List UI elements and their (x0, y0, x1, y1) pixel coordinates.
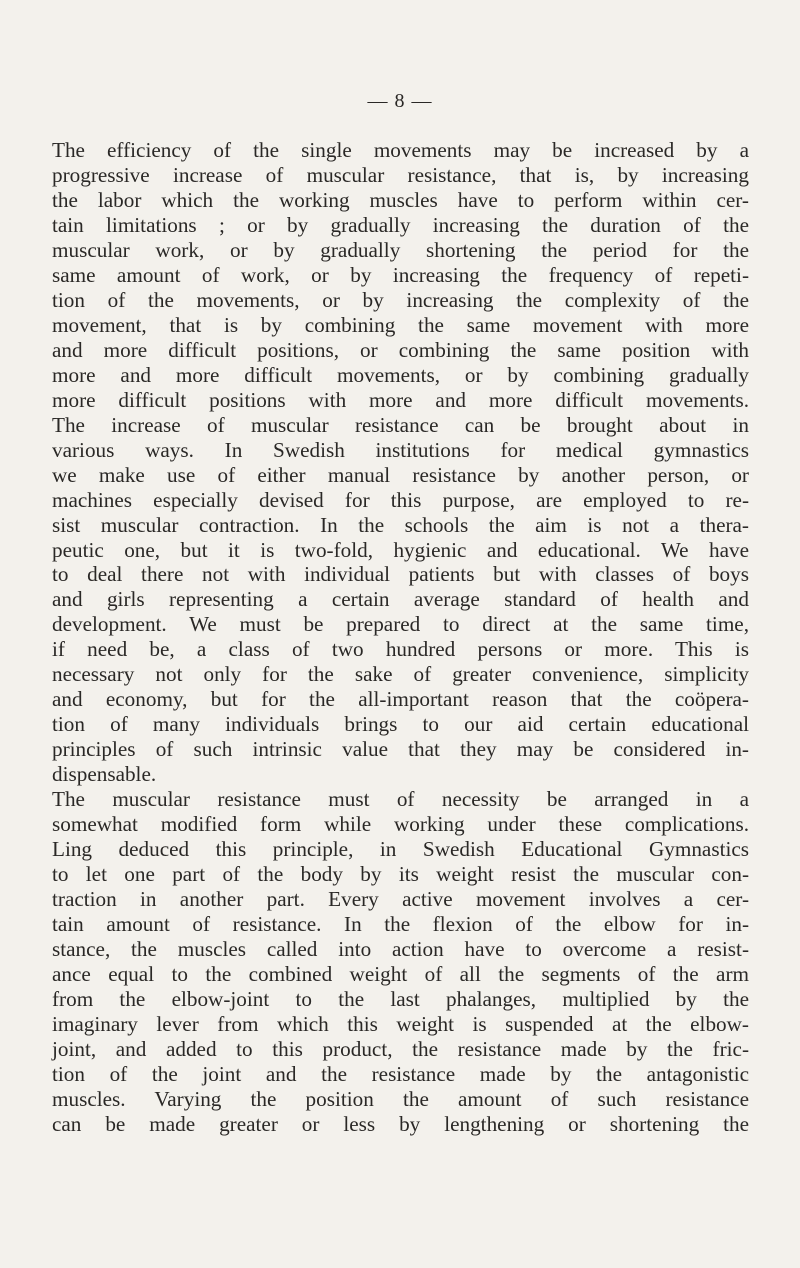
text-line: somewhat modified form while working under these complications. (52, 812, 749, 837)
text-line: tion of the movements, or by increasing the complexity of the (52, 287, 749, 312)
text-line: peutic one, but it is two-fold, hygienic and educational. We have (52, 537, 749, 562)
text-line: movement, that is by combining the same movement with more (52, 312, 749, 337)
text-line: we make use of either manual resistance by another person, or (52, 462, 749, 487)
text-line: from the elbow-joint to the last phalanges, multiplied by the (52, 986, 749, 1011)
page-body (52, 138, 749, 1137)
text-line: various ways. In Swedish institutions for medical gymnastics (52, 437, 749, 462)
page-number: — 8 — (367, 90, 433, 112)
text-line: and economy, but for the all-important reason that the coöpera- (52, 687, 749, 712)
text-line: imaginary lever from which this weight is suspended at the elbow- (52, 1011, 749, 1036)
text-line: The efficiency of the single movements may be increased by a (52, 138, 749, 162)
text-line: tain amount of resistance. In the flexion of the elbow for in- (52, 912, 749, 937)
text-line: The increase of muscular resistance can be brought about in (52, 412, 749, 437)
text-line: tion of the joint and the resistance made by the antagonistic (52, 1061, 749, 1086)
text-line: dispensable. (52, 762, 157, 787)
text-line: development. We must be prepared to direct at the same time, (52, 612, 749, 637)
paragraph (52, 138, 749, 413)
text-line: tion of many individuals brings to our aid certain educational (52, 712, 749, 737)
text-line: principles of such intrinsic value that they may be considered in- (52, 737, 749, 762)
text-line: traction in another part. Every active movement involves a cer- (52, 887, 749, 912)
text-line: and girls representing a certain average standard of health and (52, 587, 749, 612)
text-line: to let one part of the body by its weight resist the muscular con- (52, 862, 749, 887)
text-line: ance equal to the combined weight of all the segments of the arm (52, 961, 749, 986)
text-line: the labor which the working muscles have to perform within cer- (52, 187, 749, 212)
paragraph (52, 413, 749, 788)
text-line: if need be, a class of two hundred persons or more. This is (52, 637, 749, 662)
text-line: muscles. Varying the position the amount of such resistance (52, 1086, 749, 1111)
text-line: same amount of work, or by increasing the frequency of repeti- (52, 262, 749, 287)
text-line: more difficult positions with more and more difficult movements. (52, 387, 749, 412)
text-line: to deal there not with individual patients but with classes of boys (52, 562, 749, 587)
text-line: tain limitations ; or by gradually increasing the duration of the (52, 212, 749, 237)
text-line: stance, the muscles called into action have to overcome a resist- (52, 937, 749, 961)
text-line: can be made greater or less by lengthening or shortening the (52, 1111, 749, 1136)
text-line: The muscular resistance must of necessity be arranged in a (52, 787, 749, 812)
text-line: machines especially devised for this purpose, are employed to re- (52, 487, 749, 512)
text-line: Ling deduced this principle, in Swedish Educational Gymnastics (52, 837, 749, 862)
text-line: progressive increase of muscular resistance, that is, by increasing (52, 162, 749, 187)
text-line: sist muscular contraction. In the schools the aim is not a thera- (52, 512, 749, 537)
text-line: muscular work, or by gradually shortening the period for the (52, 237, 749, 262)
paragraph (52, 787, 749, 1137)
text-line: and more difficult positions, or combining the same position with (52, 337, 749, 362)
text-line: more and more difficult movements, or by combining gradually (52, 362, 749, 387)
text-line: joint, and added to this product, the resistance made by the fric- (52, 1036, 749, 1061)
text-line: necessary not only for the sake of greater convenience, simplicity (52, 662, 749, 687)
